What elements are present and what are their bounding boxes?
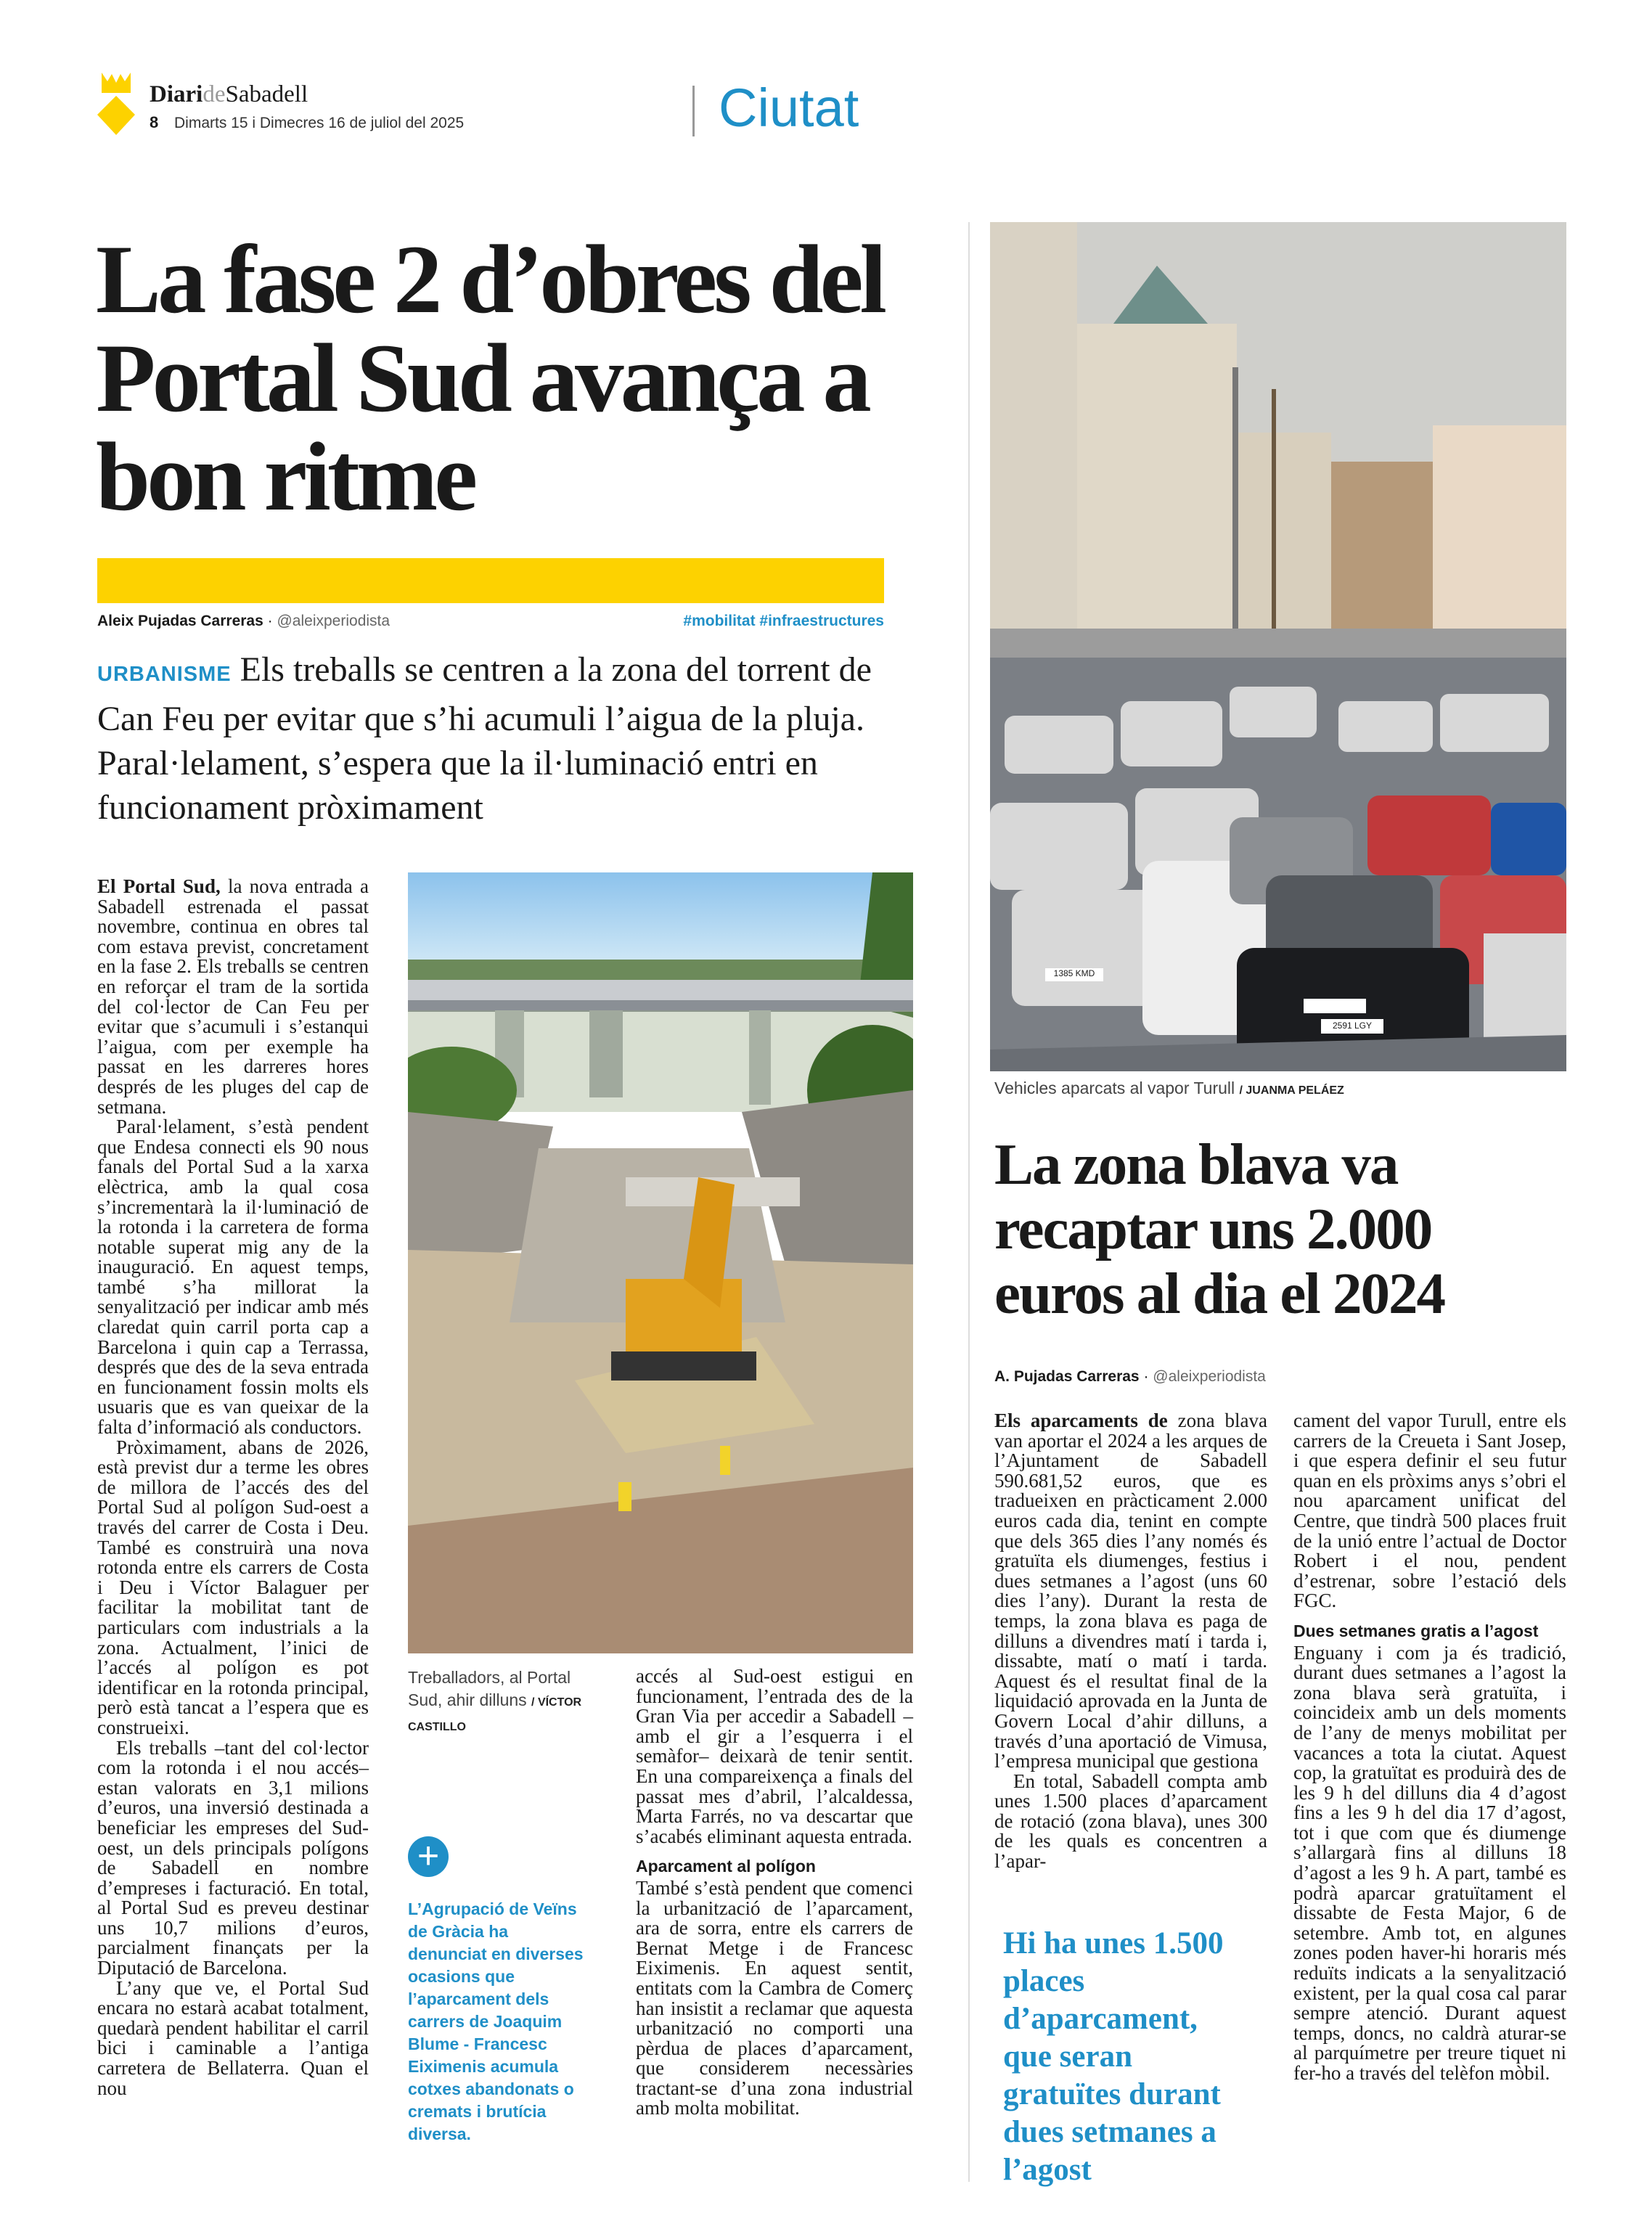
- subheading: Aparcament al polígon: [636, 1857, 816, 1876]
- author-handle[interactable]: @aleixperiodista: [1153, 1368, 1266, 1385]
- brand-light: de: [203, 81, 226, 107]
- paragraph: Paral·lelament, s’està pendent que Endesa connecti els 90 nous fanals del Portal Sud a la xarxa elèctrica, amb la qual cosa s’incrementarà la il·luminació de la rotonda i la carretera de forma notable superat mig any de la inauguració. En aquest temps, també s’ha millorat la senyalització per indicar amb més claredat quin carril porta cap a Barcelona i quin cap a Terrassa, després que des de la seva entrada en funcionament fossin molts els usuaris que es van queixar de la falta d’informació als conductors.: [97, 1116, 369, 1439]
- caption-text: Vehicles aparcats al vapor Turull: [994, 1079, 1235, 1097]
- side-headline: La zona blava va recaptar uns 2.000 euros al dia el 2024: [994, 1132, 1445, 1326]
- paragraph: Els treballs –tant del col·lector com la rotonda i el nou accés– estan valorats en 3,1 milions d’euros, una inversió destinada a beneficiar les empreses del Sud-oest, un dels principals polígons de Sabadell en nombre d’empreses i facturació. En total, al Portal Sud es preveu destinar uns 10,7 milions d’euros, parcialment finançats per la Diputació de Barcelona.: [97, 1736, 369, 1979]
- side-note: L’Agrupació de Veïns de Gràcia ha denunciat en diverses ocasions que l’aparcament dels carrers de Joaquim Blume - Francesc Eiximenis acumula cotxes abandonats o cremats i brutícia diversa.: [408, 1899, 584, 2143]
- paragraph-text: zona blava van aportar el 2024 a les arques de l’Ajuntament de Sabadell 590.681,52 euros, que es tradueixen en pràcticament 2.000 euros cada dia, tenint en compte que dels 365 dies l’any només és gratuïta els diumenges, festius i dues setmanes a l’agost (uns 60 dies l’any). Durant la resta de temps, la zona blava es paga de dilluns a divendres matí i tarda i, dissabte, matí o matí i tarda. Aquest és el resultat final de la liquidació aprovada en la Junta de Govern Local d’ahir dilluns, a través d’una aportació de Vimusa, l’empresa municipal que gestiona: [994, 1410, 1267, 1772]
- paragraph: accés al Sud-oest estigui en funcionament, l’entrada des de la Gran Via per accedir a Sabadell –amb el gir a l’esquerra i el semàfor– deixarà de tenir sentit. En una compareixença a finals del passat mes d’abril, l’alcaldessa, Marta Farrés, no va descartar que s’acabés eliminant aquesta entrada.: [636, 1665, 913, 1847]
- license-plate: 2591 LGY: [1332, 1021, 1373, 1031]
- lead-in: Els aparcaments de: [994, 1410, 1168, 1431]
- paragraph: En total, Sabadell compta amb unes 1.500 places d’aparcament de rotació (zona blava), unes 300 de les quals es concentren a l’apar-: [994, 1770, 1267, 1873]
- section-divider: [692, 86, 695, 136]
- main-column-3: [636, 1666, 913, 2119]
- paragraph-text: la nova entrada a Sabadell estrenada el passat novembre, continua en obres tal com estava previst, concretament en la fase 2. Els treballs se centren en reforçar el tram de la sortida del col·lector de Can Feu per evitar que s’acumuli i s’estanqui l’aigua, com per exemple ha passat en les darreres hores després de les pluges del cap de setmana.: [97, 875, 369, 1118]
- section-title: Ciutat: [719, 78, 859, 138]
- paragraph: Enguany i com ja és tradició, durant dues setmanes a l’agost la zona blava serà gratuïta, i coincideix amb un dels moments de l’any de menys mobilitat per vacances a tota la ciutat. Aquest cop, la gratuïtat es produirà des de les 9 h del dilluns dia 4 d’agost fins a les 9 h del dia 17 d’agost, tot i que com que és diumenge s’allargarà fins al dilluns 18 d’agost a les 9 h. A part, també es podrà aparcar gratuïtament el dissabte de Festa Major, 6 de setembre. Amb tot, en algunes zones poden haver-hi horaris més reduïts indicats a la senyalització existent, per la qual cosa cal parar sempre atenció. Durant aquest temps, doncs, no caldrà aturar-se al parquímetre per treure tiquet ni fer-ho a través del telèfon mòbil.: [1293, 1641, 1566, 2084]
- author-name: A. Pujadas Carreras: [994, 1368, 1140, 1385]
- side-column-2: [1293, 1411, 1566, 2084]
- paragraph: L’any que ve, el Portal Sud encara no estarà acabat totalment, quedarà pendent habilitar el carril bici i caminable a l’antiga carretera de Bellaterra. Quan el nou: [97, 1976, 369, 2099]
- issue-date: Dimarts 15 i Dimecres 16 de juliol del 2025: [174, 115, 465, 131]
- construction-photo-caption: [408, 1666, 589, 1738]
- author-handle[interactable]: @aleixperiodista: [277, 613, 390, 629]
- photo-credit: / VÍCTOR CASTILLO: [408, 1696, 582, 1733]
- page-number: 8: [150, 113, 159, 131]
- license-plate: 1385 KMD: [1053, 968, 1095, 978]
- main-byline: [97, 613, 390, 630]
- photo-credit: / JUANMA PELÁEZ: [1239, 1084, 1344, 1097]
- subheading: Dues setmanes gratis a l’agost: [1293, 1621, 1539, 1640]
- plus-icon: +: [408, 1836, 449, 1877]
- main-lede: [97, 647, 888, 830]
- lead-in: El Portal Sud,: [97, 875, 221, 897]
- paragraph: També s’està pendent que comenci la urbanització de l’aparcament, ara de sorra, entre els carrers de Bernat Metge i de Francesc Eiximenis. En aquest sentit, entitats com la Cambra de Comerç han insistit a reclamar que aquesta urbanització no comporti una pèrdua de places d’aparcament, que considerem necessàries tractant-se d’una zona industrial amb molta mobilitat.: [636, 1876, 913, 2119]
- accent-bar: [97, 558, 884, 603]
- lede-text: Els treballs se centren a la zona del torrent de Can Feu per evitar que s’hi acumuli l’aigua de la pluja. Paral·lelament, s’espera que la il·luminació entri en funcionament pròximament: [97, 650, 872, 827]
- brand-rest: Sabadell: [225, 81, 308, 107]
- logo-diamond-icon: [96, 71, 136, 136]
- paragraph: cament del vapor Turull, entre els carrers de la Creueta i Sant Josep, i que espera definir el seu futur quan en els pròxims anys s’obri el nou aparcament unificat del Centre, que tindrà 500 places fruit de la unió entre l’actual de Doctor Robert i el nou, pendent d’estrenar, sobre l’estació dels FGC.: [1293, 1410, 1566, 1612]
- main-headline: La fase 2 d’obres del Portal Sud avança a bon ritme: [96, 226, 884, 531]
- paragraph: [97, 877, 369, 1117]
- pull-quote: Hi ha unes 1.500 places d’aparcament, que seran gratuïtes durant dues setmanes a l’agost: [1003, 1926, 1224, 2187]
- byline-separator: ·: [267, 613, 273, 629]
- lede-tag: URBANISME: [97, 663, 232, 686]
- side-column-1: [994, 1411, 1267, 1872]
- side-byline: [994, 1368, 1266, 1386]
- caption-text: Treballadors, al Portal Sud, ahir dilluns: [408, 1668, 571, 1709]
- author-name: Aleix Pujadas Carreras: [97, 613, 263, 629]
- construction-photo: [408, 872, 913, 1653]
- brand-name: [150, 81, 308, 108]
- hashtags[interactable]: #mobilitat #infraestructures: [683, 613, 884, 629]
- paragraph: [994, 1411, 1267, 1772]
- byline-separator: ·: [1143, 1368, 1149, 1385]
- brand-bold: Diari: [150, 81, 203, 107]
- column-rule: [968, 222, 970, 2182]
- paragraph: Pròximament, abans de 2026, està previst dur a terme les obres de millora de l’accés des del Portal Sud al polígon Sud-oest a través del carrer de Costa i Deu. També es construirà una nova rotonda entre els carrers de Costa i Deu i Víctor Balaguer per facilitar la mobilitat tant de particulars com industrials a la zona. Actualment, l’inici de l’accés al polígon es pot identificar en la rotonda principal, però està tancat a l’espera que es construeixi.: [97, 1436, 369, 1738]
- main-column-1: [97, 877, 369, 2098]
- parking-photo: [990, 222, 1566, 1071]
- parking-photo-caption: [994, 1077, 1575, 1102]
